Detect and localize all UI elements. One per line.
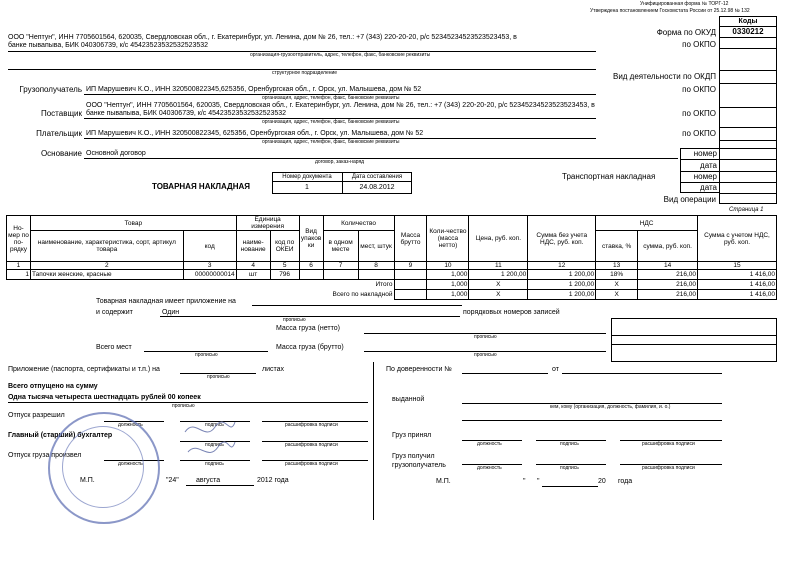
row-code: 00000000014 [183,270,236,280]
signature-caption-3: подпись [205,461,224,467]
signature-caption-4: подпись [560,441,579,447]
okud-label: Форма по ОКУД [656,28,716,37]
payer-label: Плательщик [36,129,82,138]
app-text: Товарная накладная имеет приложение на [96,298,236,305]
th-places: мест, штук [358,231,394,262]
codes-column [719,26,777,204]
okpo-label-3: по ОКПО [682,109,716,118]
page-label: Страница 1 [729,207,764,213]
th-code: код [183,231,236,262]
mass-gross-label: Масса груза (брутто) [276,344,344,351]
total-places-label: Всего мест [96,344,132,351]
col-num: 15 [698,262,777,270]
issued-label: выданной [392,396,425,403]
th-price: Цена, руб. коп. [469,216,528,262]
issued-caption: кем, кому (организация, должность, фамилия, и. о.) [550,404,671,410]
all-price: X [469,290,528,300]
itogo-vat: 216,00 [638,280,698,290]
row-price: 1 200,00 [469,270,528,280]
mass-gross-caption: прописью [474,352,497,358]
goda-label: года [618,478,633,485]
signature-caption-2: подпись [205,442,224,448]
th-pack: Вид упаков ки [299,216,323,262]
col-num: 7 [323,262,358,270]
row-rate: 18% [596,270,638,280]
day-value: "24" [166,477,179,484]
itogo-row [7,280,777,290]
decode-caption-2: расшифровка подписи [285,442,338,448]
supplier-label: Поставщик [40,109,82,118]
signature-caption-1: подпись [205,422,224,428]
row-name: Тапочки женские, красные [30,270,183,280]
from-label: от [552,366,559,373]
attachment-caption: прописью [207,374,230,380]
mass-net-caption: прописью [474,334,497,340]
all-vat: 216,00 [638,290,698,300]
th-goods: Товар [30,216,236,231]
row-num: 1 [7,270,31,280]
itogo-gross [394,280,427,290]
col-num: 1 [7,262,31,270]
date-header: Дата составления [351,174,403,180]
th-total: Сумма с учетом НДС, руб. коп. [698,216,777,262]
month-value: августа [196,477,221,484]
all-label: Всего по накладной [332,291,393,298]
total-places-caption: прописью [195,352,218,358]
supplier-caption: организация, адрес, телефон, факс, банковские реквизиты [262,119,400,125]
col-num: 13 [596,262,638,270]
consignee-value: ИП Марушевич К.О., ИНН 320500822345,625356, Оренбургская обл., г. Орск, ул. Малышева, дом № 52 [86,86,422,93]
okpo-label-4: по ОКПО [682,129,716,138]
division-caption: структурное подразделение [272,70,338,76]
row-net: 1,000 [427,270,469,280]
table-row [7,270,777,280]
th-rate: ставка, % [596,231,638,262]
col-num: 5 [270,262,299,270]
th-unit-name: наиме-нование [236,231,270,262]
th-gross: Масса брутто [394,216,427,262]
row-gross [394,270,427,280]
year-value: 2012 года [257,477,289,484]
basis-value: Основной договор [86,150,146,157]
goods-table [6,215,777,300]
th-sum-novat: Сумма без учета НДС, руб. коп. [528,216,596,262]
th-name: наименование, характеристика, сорт, артикул товара [30,231,183,262]
th-vat-sum: сумма, руб. коп. [638,231,698,262]
consignee-caption: организация, адрес, телефон, факс, банковские реквизиты [262,95,400,101]
col-num: 8 [358,262,394,270]
row-unit: шт [236,270,270,280]
itogo-net: 1,000 [427,280,469,290]
attachment-label: Приложение (паспорта, сертификаты и т.п.) на [8,366,160,373]
row-places [358,270,394,280]
approved-label: Утверждена постановлением Госкомстата России от 25.12.98 № 132 [590,8,750,14]
mp2-label: М.П. [436,478,451,485]
consignee-label: Грузополучатель [19,85,82,94]
contains-value: Один [162,309,180,316]
sum-words: Одна тысяча четыреста шестнадцать рублей 00 копеек [8,394,201,401]
power-label: По доверенности № [386,366,452,373]
payer-caption: организация, адрес, телефон, факс, банковские реквизиты [262,139,400,145]
itogo-sum: 1 200,00 [528,280,596,290]
all-sum: 1 200,00 [528,290,596,300]
row-vat: 216,00 [638,270,698,280]
row-in-one [323,270,358,280]
released-sum-label: Всего отпущено на сумму [8,383,98,390]
basis-label: Основание [40,149,82,158]
org-line-1: ООО "Нептун", ИНН 7705601564, 620035, Свердловская обл., г. Екатеринбург, ул. Ленина, дом № 26, тел.: +7 (343) 220-20-20, р/с 52345234523523523453, в [8,34,517,41]
col-number-row [7,262,777,270]
contains-caption: прописью [283,317,306,323]
released-by-label: Отпуск разрешил [8,412,65,419]
op-kind-label: Вид операции [663,195,716,204]
number-label-1: номер [693,149,717,158]
decode-caption-3: расшифровка подписи [285,461,338,467]
itogo-price: X [469,280,528,290]
col-num: 14 [638,262,698,270]
all-net: 1,000 [427,290,469,300]
basis-caption: договор, заказ-наряд [315,159,365,165]
date-label-2: дата [700,183,717,192]
th-in-one: в одном месте [323,231,358,262]
row-pack [299,270,323,280]
decode-caption-1: расшифровка подписи [285,422,338,428]
position-caption-1: должность [118,422,143,428]
col-num: 4 [236,262,270,270]
cargo-received-label: Груз получил грузополучатель [392,453,446,469]
contains-label: и содержит [96,309,133,316]
row-sum: 1 200,00 [528,270,596,280]
col-num: 10 [427,262,469,270]
th-unit: Единица измерения [236,216,299,231]
transport-label: Транспортная накладная [562,172,656,181]
sheets-label: листах [262,366,285,373]
sum-caption: прописью [172,403,195,409]
th-net: Коли-чество (масса нетто) [427,216,469,262]
col-num: 9 [394,262,427,270]
year-20: 20 [598,478,606,485]
quote-close: " [537,478,540,485]
itogo-label: Итого [375,281,393,289]
col-num: 11 [469,262,528,270]
org-line-2: банке пывапыва, БИК 040306739, к/с 45423523532532523532 [8,42,209,49]
chief-acc-label: Главный (старший) бухгалтер [8,432,113,439]
codes-label: Коды [738,18,758,25]
serial-records: порядковых номеров записей [463,309,560,316]
num-header: Номер документа [282,174,332,180]
doc-date: 24.08.2012 [359,184,395,191]
all-rate: X [596,290,638,300]
position-caption-4: должность [477,441,502,447]
date-label-1: дата [700,161,717,170]
col-num: 3 [183,262,236,270]
th-vat: НДС [596,216,698,231]
all-gross [394,290,427,300]
quote-open: " [523,478,526,485]
doc-title: ТОВАРНАЯ НАКЛАДНАЯ [152,182,251,191]
all-total: 1 416,00 [698,290,777,300]
mp-label: М.П. [80,477,95,484]
decode-caption-4: расшифровка подписи [642,441,695,447]
signature-caption-5: подпись [560,465,579,471]
supplier-line-1: ООО "Нептун", ИНН 7705601564, 620035, Свердловская обл., г. Екатеринбург, ул. Ленина, дом № 26, тел.: +7 (343) 220-20-20, р/с 52345234523523523453, в [86,102,595,109]
decode-caption-5: расшифровка подписи [642,465,695,471]
row-total: 1 416,00 [698,270,777,280]
unified-form-label: Унифицированная форма № ТОРГ-12 [640,1,729,7]
position-caption-5: должность [477,465,502,471]
org-caption: организация-грузоотправитель, адрес, телефон, факс, банковские реквизиты [250,52,431,58]
itogo-total: 1 416,00 [698,280,777,290]
okpo-label-1: по ОКПО [682,40,716,49]
stamp-inner-icon [62,426,144,508]
th-okei: код по ОКЕИ [270,231,299,262]
okpo-label-2: по ОКПО [682,85,716,94]
payer-value: ИП Марушевич К.О., ИНН 320500822345, 625356, Оренбургская обл., г. Орск, ул. Малышева, дом № 52 [86,130,424,137]
col-num: 2 [30,262,183,270]
th-qty: Количество [323,216,394,231]
row-okei: 796 [270,270,299,280]
th-num: Но-мер по по-рядку [7,216,31,262]
col-num: 6 [299,262,323,270]
mass-net-label: Масса груза (нетто) [276,325,340,332]
okud-value: 0330212 [732,27,764,36]
position-caption-3: должность [118,461,143,467]
released-cargo-label: Отпуск груза произвел [8,452,82,459]
doc-number: 1 [305,184,309,191]
itogo-rate: X [596,280,638,290]
activity-label: Вид деятельности по ОКДП [612,72,716,81]
cargo-accepted-label: Груз принял [392,432,432,439]
signature-icon [180,412,240,472]
mass-boxes [611,318,777,362]
col-num: 12 [528,262,596,270]
number-label-2: номер [693,172,717,181]
supplier-line-2: банке пывапыва, БИК 040306739, к/с 45423523532532523532 [86,110,287,117]
